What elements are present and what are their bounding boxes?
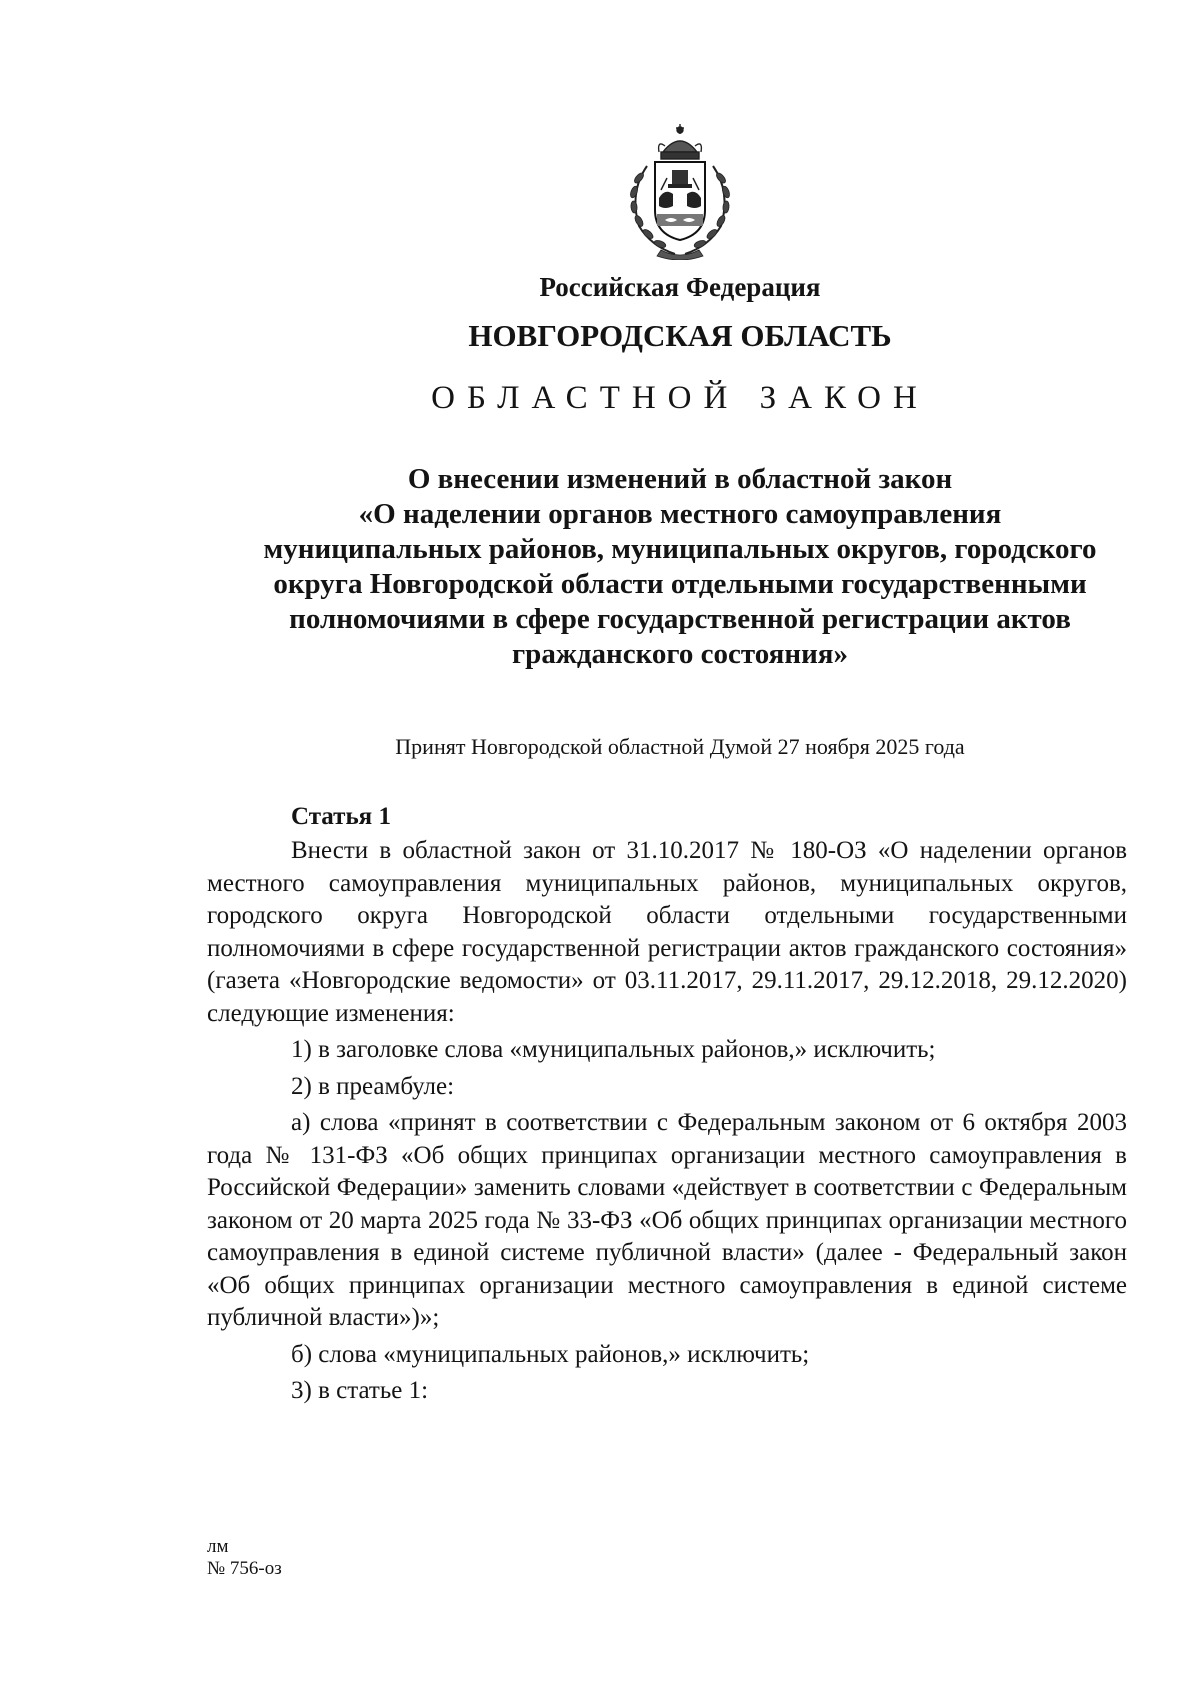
article-body	[207, 835, 1127, 1408]
document-type: ОБЛАСТНОЙ ЗАКОН	[431, 380, 929, 416]
law-title-line: О внесении изменений в областной закон	[407, 463, 953, 495]
document-footer	[207, 1536, 282, 1580]
adoption-note: Принят Новгородской областной Думой 27 ноября 2025 года	[395, 734, 965, 759]
law-title-line: полномочиями в сфере государственной регистрации актов	[289, 603, 1071, 635]
law-title-line: муниципальных районов, муниципальных округов, городского	[263, 533, 1097, 565]
region-name: НОВГОРОДСКАЯ ОБЛАСТЬ	[468, 318, 892, 353]
country-name: Российская Федерация	[539, 272, 821, 302]
article-paragraph: б) слова «муниципальных районов,» исключить;	[291, 1340, 810, 1368]
coat-of-arms-emblem	[617, 122, 743, 260]
document-number: № 756-оз	[207, 1558, 282, 1579]
shield	[655, 162, 705, 240]
article-paragraph: а) слова «принят в соответствии с Федеральным законом от 6 октября 2003 года № 131-ФЗ «Об общих принципах организации местного самоуправления в Российской Федерации» заменить словами «действует в соответствии с Федеральным законом от 20 марта 2025 года № 33-ФЗ «Об общих принципах организации местного самоуправления в единой системе публичной власти» (далее - Федеральный закон «Об общих принципах организации местного самоуправления в единой системе публичной власти»)»;	[207, 1109, 1127, 1331]
ribbon	[657, 250, 703, 260]
article-paragraph: Внести в областной закон от 31.10.2017 № 180-ОЗ «О наделении органов местного самоуправления муниципальных районов, муниципальных округов, городского округа Новгородской области отдельными государственными полномочиями в сфере государственной регистрации актов гражданского состояния» (газета «Новгородские ведомости» от 03.11.2017, 29.11.2017, 29.12.2018, 29.12.2020) следующие изменения:	[207, 837, 1127, 1027]
crown-icon	[659, 124, 702, 159]
law-title-line: гражданского состояния»	[512, 638, 848, 670]
law-title-line: «О наделении органов местного самоуправления	[358, 498, 1002, 530]
law-title	[200, 462, 1160, 672]
typist-initials: лм	[207, 1536, 229, 1557]
article-paragraph: 3) в статье 1:	[291, 1377, 429, 1404]
article-heading: Статья 1	[291, 803, 391, 830]
law-title-line: округа Новгородской области отдельными государственными	[273, 568, 1087, 600]
article-paragraph: 1) в заголовке слова «муниципальных районов,» исключить;	[291, 1036, 936, 1063]
article-paragraph: 2) в преамбуле:	[291, 1072, 455, 1100]
